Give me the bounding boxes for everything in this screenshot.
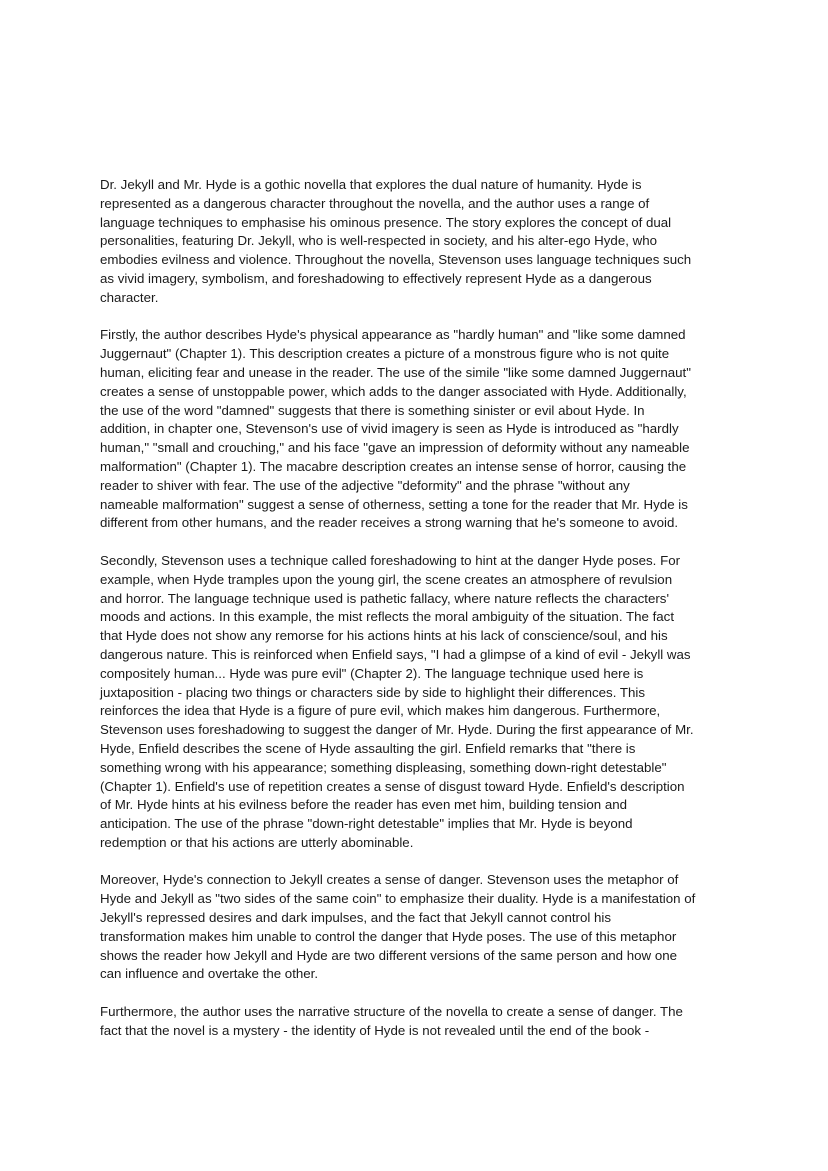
text-line: anticipation. The use of the phrase "down-right detestable" implies that Mr. Hyde is beyond xyxy=(100,816,633,832)
text-line: redemption or that his actions are utterly abominable. xyxy=(100,834,414,850)
text-line: of Mr. Hyde hints at his evilness before the reader has even met him, building tension and xyxy=(100,797,627,813)
text-line: Firstly, the author describes Hyde's physical appearance as "hardly human" and "like some damned xyxy=(100,327,686,343)
text-line: creates a sense of unstoppable power, which adds to the danger associated with Hyde. Additionally, xyxy=(100,383,687,399)
essay-paragraph xyxy=(100,552,740,853)
text-line: as vivid imagery, symbolism, and foreshadowing to effectively represent Hyde as a dangerous xyxy=(100,270,652,286)
text-line: transformation makes him unable to control the danger that Hyde poses. The use of this metaphor xyxy=(100,928,677,944)
essay-paragraph xyxy=(100,871,740,984)
text-line: shows the reader how Jekyll and Hyde are two different versions of the same person and how one xyxy=(100,947,678,963)
text-line: reader to shiver with fear. The use of the adjective "deformity" and the phrase "without any xyxy=(100,477,630,493)
text-line: compositely human... Hyde was pure evil" (Chapter 2). The language technique used here is xyxy=(100,665,644,681)
text-line: Secondly, Stevenson uses a technique called foreshadowing to hint at the danger Hyde poses. For xyxy=(100,552,681,568)
text-line: malformation" (Chapter 1). The macabre description creates an intense sense of horror, causing the xyxy=(100,458,687,474)
text-line: human, eliciting fear and unease in the reader. The use of the simile "like some damned Juggernaut" xyxy=(100,364,691,380)
text-line: juxtaposition - placing two things or characters side by side to highlight their differences. This xyxy=(100,684,645,700)
text-line: that Hyde does not show any remorse for his actions hints at his lack of conscience/soul, and his xyxy=(100,628,668,644)
text-line: embodies evilness and violence. Throughout the novella, Stevenson uses language techniques such xyxy=(100,252,692,268)
text-line: Jekyll's repressed desires and dark impulses, and the fact that Jekyll cannot control his xyxy=(100,910,612,926)
text-line: reinforces the idea that Hyde is a figure of pure evil, which makes him dangerous. Furthermore, xyxy=(100,703,661,719)
essay-paragraph xyxy=(100,176,740,308)
text-line: Moreover, Hyde's connection to Jekyll creates a sense of danger. Stevenson uses the metaphor of xyxy=(100,872,679,888)
text-line: Furthermore, the author uses the narrative structure of the novella to create a sense of danger. The xyxy=(100,1004,683,1020)
text-line: fact that the novel is a mystery - the identity of Hyde is not revealed until the end of the book - xyxy=(100,1022,650,1038)
text-line: and horror. The language technique used is pathetic fallacy, where nature reflects the characters' xyxy=(100,590,669,606)
text-line: human," "small and crouching," and his face "gave an impression of deformity without any nameable xyxy=(100,440,690,456)
text-line: dangerous nature. This is reinforced when Enfield says, "I had a glimpse of a kind of evil - Jekyll was xyxy=(100,646,691,662)
text-line: character. xyxy=(100,289,159,305)
text-line: the use of the word "damned" suggests that there is something sinister or evil about Hyde. In xyxy=(100,402,645,418)
text-line: Stevenson uses foreshadowing to suggest the danger of Mr. Hyde. During the first appearance of Mr. xyxy=(100,722,694,738)
text-line: nameable malformation" suggest a sense of otherness, setting a tone for the reader that Mr. Hyde is xyxy=(100,496,688,512)
text-line: represented as a dangerous character throughout the novella, and the author uses a range of xyxy=(100,195,650,211)
text-line: Hyde, Enfield describes the scene of Hyde assaulting the girl. Enfield remarks that "there is xyxy=(100,740,636,756)
text-line: can influence and overtake the other. xyxy=(100,966,319,982)
text-line: Hyde and Jekyll as "two sides of the same coin" to emphasize their duality. Hyde is a manifestation of xyxy=(100,891,696,907)
essay-paragraph xyxy=(100,326,740,533)
text-line: addition, in chapter one, Stevenson's use of vivid imagery is seen as Hyde is introduced as "hardly xyxy=(100,421,679,437)
text-line: (Chapter 1). Enfield's use of repetition creates a sense of disgust toward Hyde. Enfield's description xyxy=(100,778,685,794)
text-line: example, when Hyde tramples upon the young girl, the scene creates an atmosphere of revulsion xyxy=(100,571,673,587)
essay-body xyxy=(100,176,740,1059)
text-line: language techniques to emphasise his ominous presence. The story explores the concept of dual xyxy=(100,214,672,230)
essay-paragraph xyxy=(100,1003,740,1041)
text-line: moods and actions. In this example, the mist reflects the moral ambiguity of the situation. The fact xyxy=(100,609,675,625)
text-line: something wrong with his appearance; something displeasing, something down-right detestable" xyxy=(100,759,667,775)
text-line: Juggernaut" (Chapter 1). This description creates a picture of a monstrous figure who is not quite xyxy=(100,346,670,362)
text-line: Dr. Jekyll and Mr. Hyde is a gothic novella that explores the dual nature of humanity. Hyde is xyxy=(100,177,642,192)
text-line: different from other humans, and the reader receives a strong warning that he's someone to avoid. xyxy=(100,515,679,531)
text-line: personalities, featuring Dr. Jekyll, who is well-respected in society, and his alter-ego Hyde, who xyxy=(100,233,658,249)
